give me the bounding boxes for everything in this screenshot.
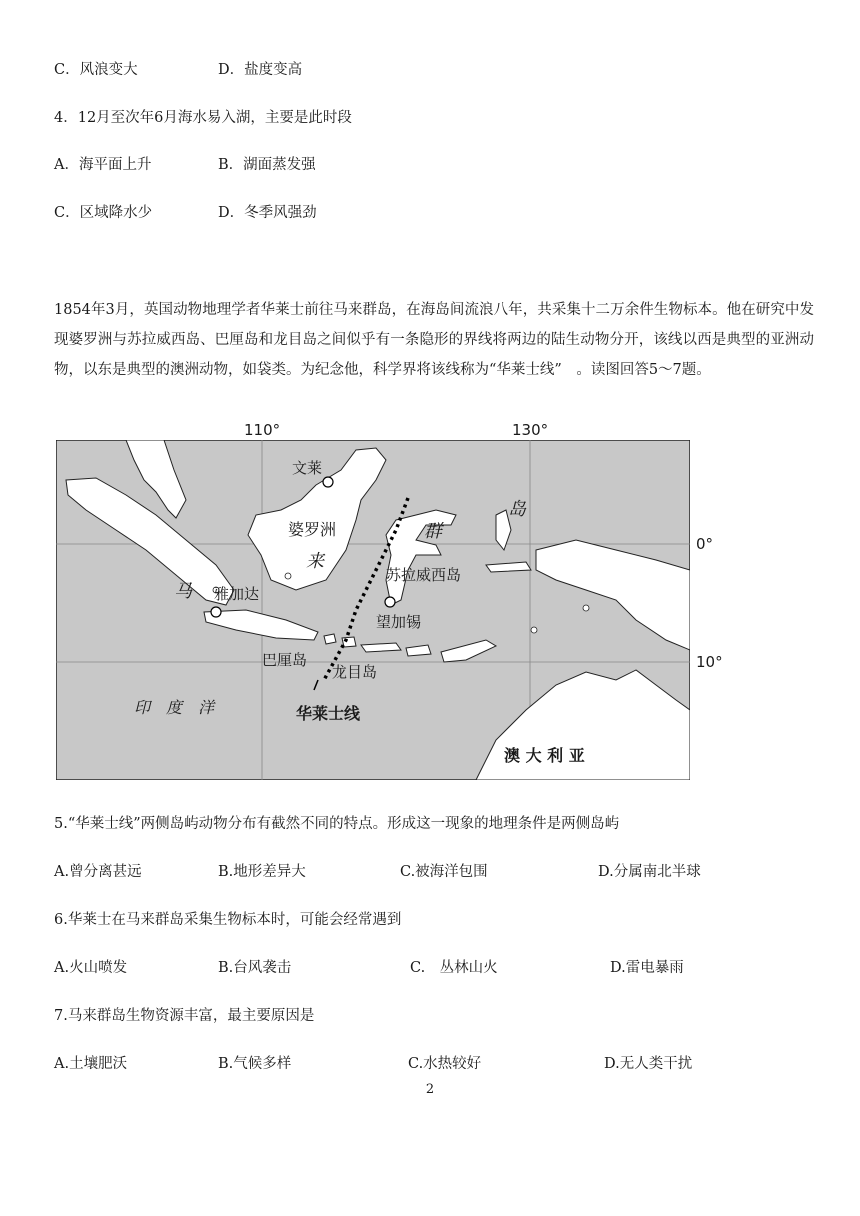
label-lai: 来: [306, 551, 324, 572]
label-bali: 巴厘岛: [262, 651, 308, 669]
lon-110-label: 110°: [244, 421, 281, 439]
label-borneo: 婆罗洲: [288, 520, 337, 539]
q5-option-a: A.曾分离甚远: [54, 864, 142, 880]
q4-option-c: C．区域降水少: [54, 205, 153, 221]
q5-option-d: D.分属南北半球: [598, 864, 701, 880]
label-dao: 岛: [508, 499, 526, 520]
label-makassar: 望加锡: [376, 613, 422, 631]
label-sulawesi: 苏拉威西岛: [386, 566, 462, 584]
q6-option-b: B.台风袭击: [218, 960, 292, 976]
brunei-marker: [323, 477, 333, 487]
label-wallace-line: 华莱士线: [296, 704, 361, 723]
q4-option-a: A．海平面上升: [54, 157, 152, 173]
label-lombok: 龙目岛: [332, 663, 378, 681]
q5-option-c: C.被海洋包围: [400, 864, 488, 880]
jakarta-marker: [211, 607, 221, 617]
q3-option-c: C．风浪变大: [54, 62, 138, 78]
q6-stem: 6.华莱士在马来群岛采集生物标本时，可能会经常遇到: [54, 912, 402, 928]
lat-10-label: 10°: [696, 653, 723, 671]
label-australia: 澳 大 利 亚: [504, 746, 585, 765]
q7-option-d: D.无人类干扰: [604, 1056, 693, 1072]
label-brunei: 文莱: [292, 459, 323, 477]
lombok-island: [342, 637, 356, 647]
q3-option-d: D．盐度变高: [218, 62, 303, 78]
small-island: [285, 573, 291, 579]
q7-option-c: C.水热较好: [408, 1056, 482, 1072]
label-indian-ocean: 印 度 洋: [134, 698, 215, 717]
lat-0-label: 0°: [696, 535, 714, 553]
q5-stem: 5.“华莱士线”两侧岛屿动物分布有截然不同的特点。形成这一现象的地理条件是两侧岛屿: [54, 816, 620, 832]
lon-130-label: 130°: [512, 421, 549, 439]
label-jakarta: 雅加达: [214, 585, 260, 603]
q4-option-d: D．冬季风强劲: [218, 205, 317, 221]
bali-island: [324, 634, 336, 644]
sunda-island-1: [361, 643, 401, 652]
label-qun: 群: [424, 521, 442, 542]
q4-option-b: B．湖面蒸发强: [218, 157, 316, 173]
q7-stem: 7.马来群岛生物资源丰富，最主要原因是: [54, 1008, 315, 1024]
page-number: 2: [425, 1082, 435, 1097]
q7-option-b: B.气候多样: [218, 1056, 292, 1072]
q5-option-b: B.地形差异大: [218, 864, 306, 880]
map-figure: [56, 440, 690, 780]
q6-option-a: A.火山喷发: [54, 960, 128, 976]
q6-option-c: C. 丛林山火: [410, 960, 498, 976]
q4-stem: 4．12月至次年6月海水易入湖，主要是此时段: [54, 110, 352, 126]
q6-option-d: D.雷电暴雨: [610, 960, 684, 976]
makassar-marker: [385, 597, 395, 607]
label-ma: 马: [174, 581, 192, 602]
small-island: [583, 605, 589, 611]
passage-text: 1854年3月，英国动物地理学者华莱士前往马来群岛，在海岛间流浪八年，共采集十二万余件生物标本。他在研究中发现婆罗洲与苏拉威西岛、巴厘岛和龙目岛之间似乎有一条隐形的界线将两边的陆生动物分开，该线以西是典型的亚洲动物，以东是典型的澳洲动物，如袋类。为纪念他，科学界将该线称为“华莱士线” 。读图回答5～7题。: [54, 302, 814, 378]
small-island: [531, 627, 537, 633]
q7-option-a: A.土壤肥沃: [54, 1056, 128, 1072]
